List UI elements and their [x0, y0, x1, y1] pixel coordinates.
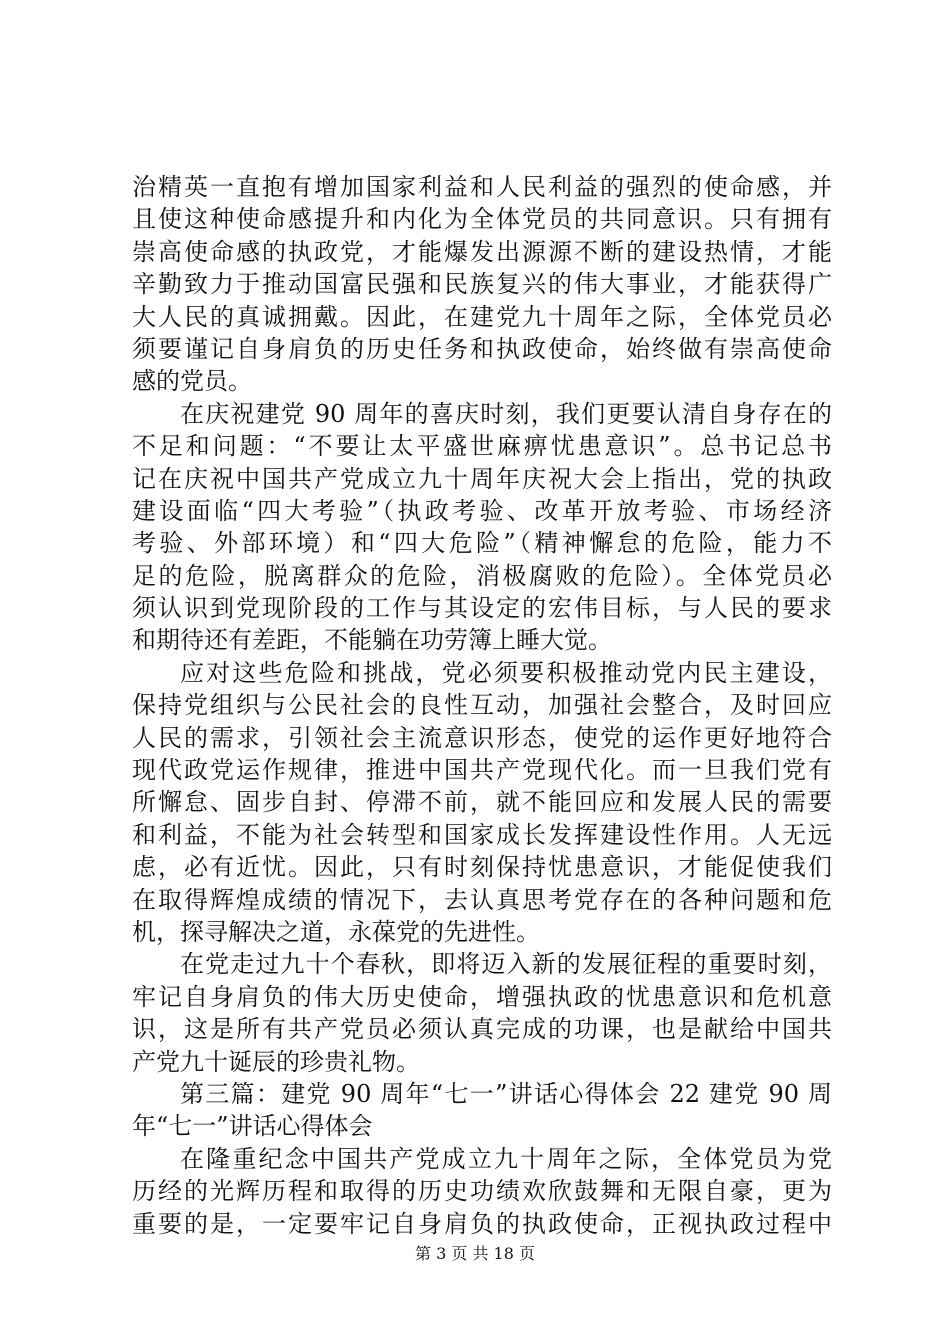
text-line: 保持党组织与公民社会的良性互动，加强社会整合，及时回应	[132, 691, 832, 720]
text-line: 现代政党运作规律，推进中国共产党现代化。而一旦我们党有	[132, 756, 832, 785]
text-line: 在取得辉煌成绩的情况下，去认真思考党存在的各种问题和危	[132, 885, 832, 914]
text-line: 重要的是，一定要牢记自身肩负的执政使命，正视执政过程中	[132, 1209, 832, 1238]
text-line: 所懈怠、固步自封、停滞不前，就不能回应和发展人民的需要	[132, 788, 832, 817]
text-line: 在党走过九十个春秋，即将迈入新的发展征程的重要时刻，	[180, 950, 832, 979]
text-line: 崇高使命感的执政党，才能爆发出源源不断的建设热情，才能	[132, 237, 832, 266]
text-line: 治精英一直抱有增加国家利益和人民利益的强烈的使命感，并	[132, 173, 832, 201]
text-line: 在隆重纪念中国共产党成立九十周年之际，全体党员为党	[180, 1144, 832, 1173]
text-line: 不足和问题：“不要让太平盛世麻痹忧患意识”。总书记总书	[132, 432, 832, 461]
text-line: 虑，必有近忧。因此，只有时刻保持忧患意识，才能促使我们	[132, 853, 832, 882]
text-line: 辛勤致力于推动国富民强和民族复兴的伟大事业，才能获得广	[132, 270, 832, 299]
text-line: 产党九十诞辰的珍贵礼物。	[132, 1047, 420, 1076]
text-line: 应对这些危险和挑战，党必须要积极推动党内民主建设，	[180, 658, 832, 687]
text-line: 第三篇：建党 90 周年“七一”讲话心得体会 22 建党 90 周	[180, 1079, 832, 1108]
text-line: 大人民的真诚拥戴。因此，在建党九十周年之际，全体党员必	[132, 302, 832, 331]
text-line: 须要谨记自身肩负的历史任务和执政使命，始终做有崇高使命	[132, 334, 832, 363]
text-line: 年“七一”讲话心得体会	[132, 1112, 373, 1141]
text-line: 和期待还有差距，不能躺在功劳簿上睡大觉。	[132, 626, 612, 655]
text-line: 牢记自身肩负的伟大历史使命，增强执政的忧患意识和危机意	[132, 982, 832, 1011]
page-footer: 第 3 页 共 18 页	[415, 1244, 535, 1263]
text-line: 在庆祝建党 90 周年的喜庆时刻，我们更要认清自身存在的	[180, 399, 832, 428]
text-line: 考验、外部环境）和“四大危险”（精神懈怠的危险，能力不	[132, 529, 832, 558]
text-line: 且使这种使命感提升和内化为全体党员的共同意识。只有拥有	[132, 205, 832, 234]
text-line: 足的危险，脱离群众的危险，消极腐败的危险）。全体党员必	[132, 561, 832, 590]
text-line: 建设面临“四大考验”（执政考验、改革开放考验、市场经济	[132, 496, 832, 525]
text-line: 人民的需求，引领社会主流意识形态，使党的运作更好地符合	[132, 723, 832, 752]
text-line: 感的党员。	[132, 367, 252, 396]
text-line: 须认识到党现阶段的工作与其设定的宏伟目标，与人民的要求	[132, 594, 832, 623]
text-line: 和利益，不能为社会转型和国家成长发挥建设性作用。人无远	[132, 820, 832, 849]
text-line: 历经的光辉历程和取得的历史功绩欢欣鼓舞和无限自豪，更为	[132, 1177, 832, 1206]
text-line: 记在庆祝中国共产党成立九十周年庆祝大会上指出，党的执政	[132, 464, 832, 493]
text-line: 识，这是所有共产党员必须认真完成的功课，也是献给中国共	[132, 1015, 832, 1044]
document-body	[132, 171, 832, 1240]
text-line: 机，探寻解决之道，永葆党的先进性。	[132, 917, 540, 946]
